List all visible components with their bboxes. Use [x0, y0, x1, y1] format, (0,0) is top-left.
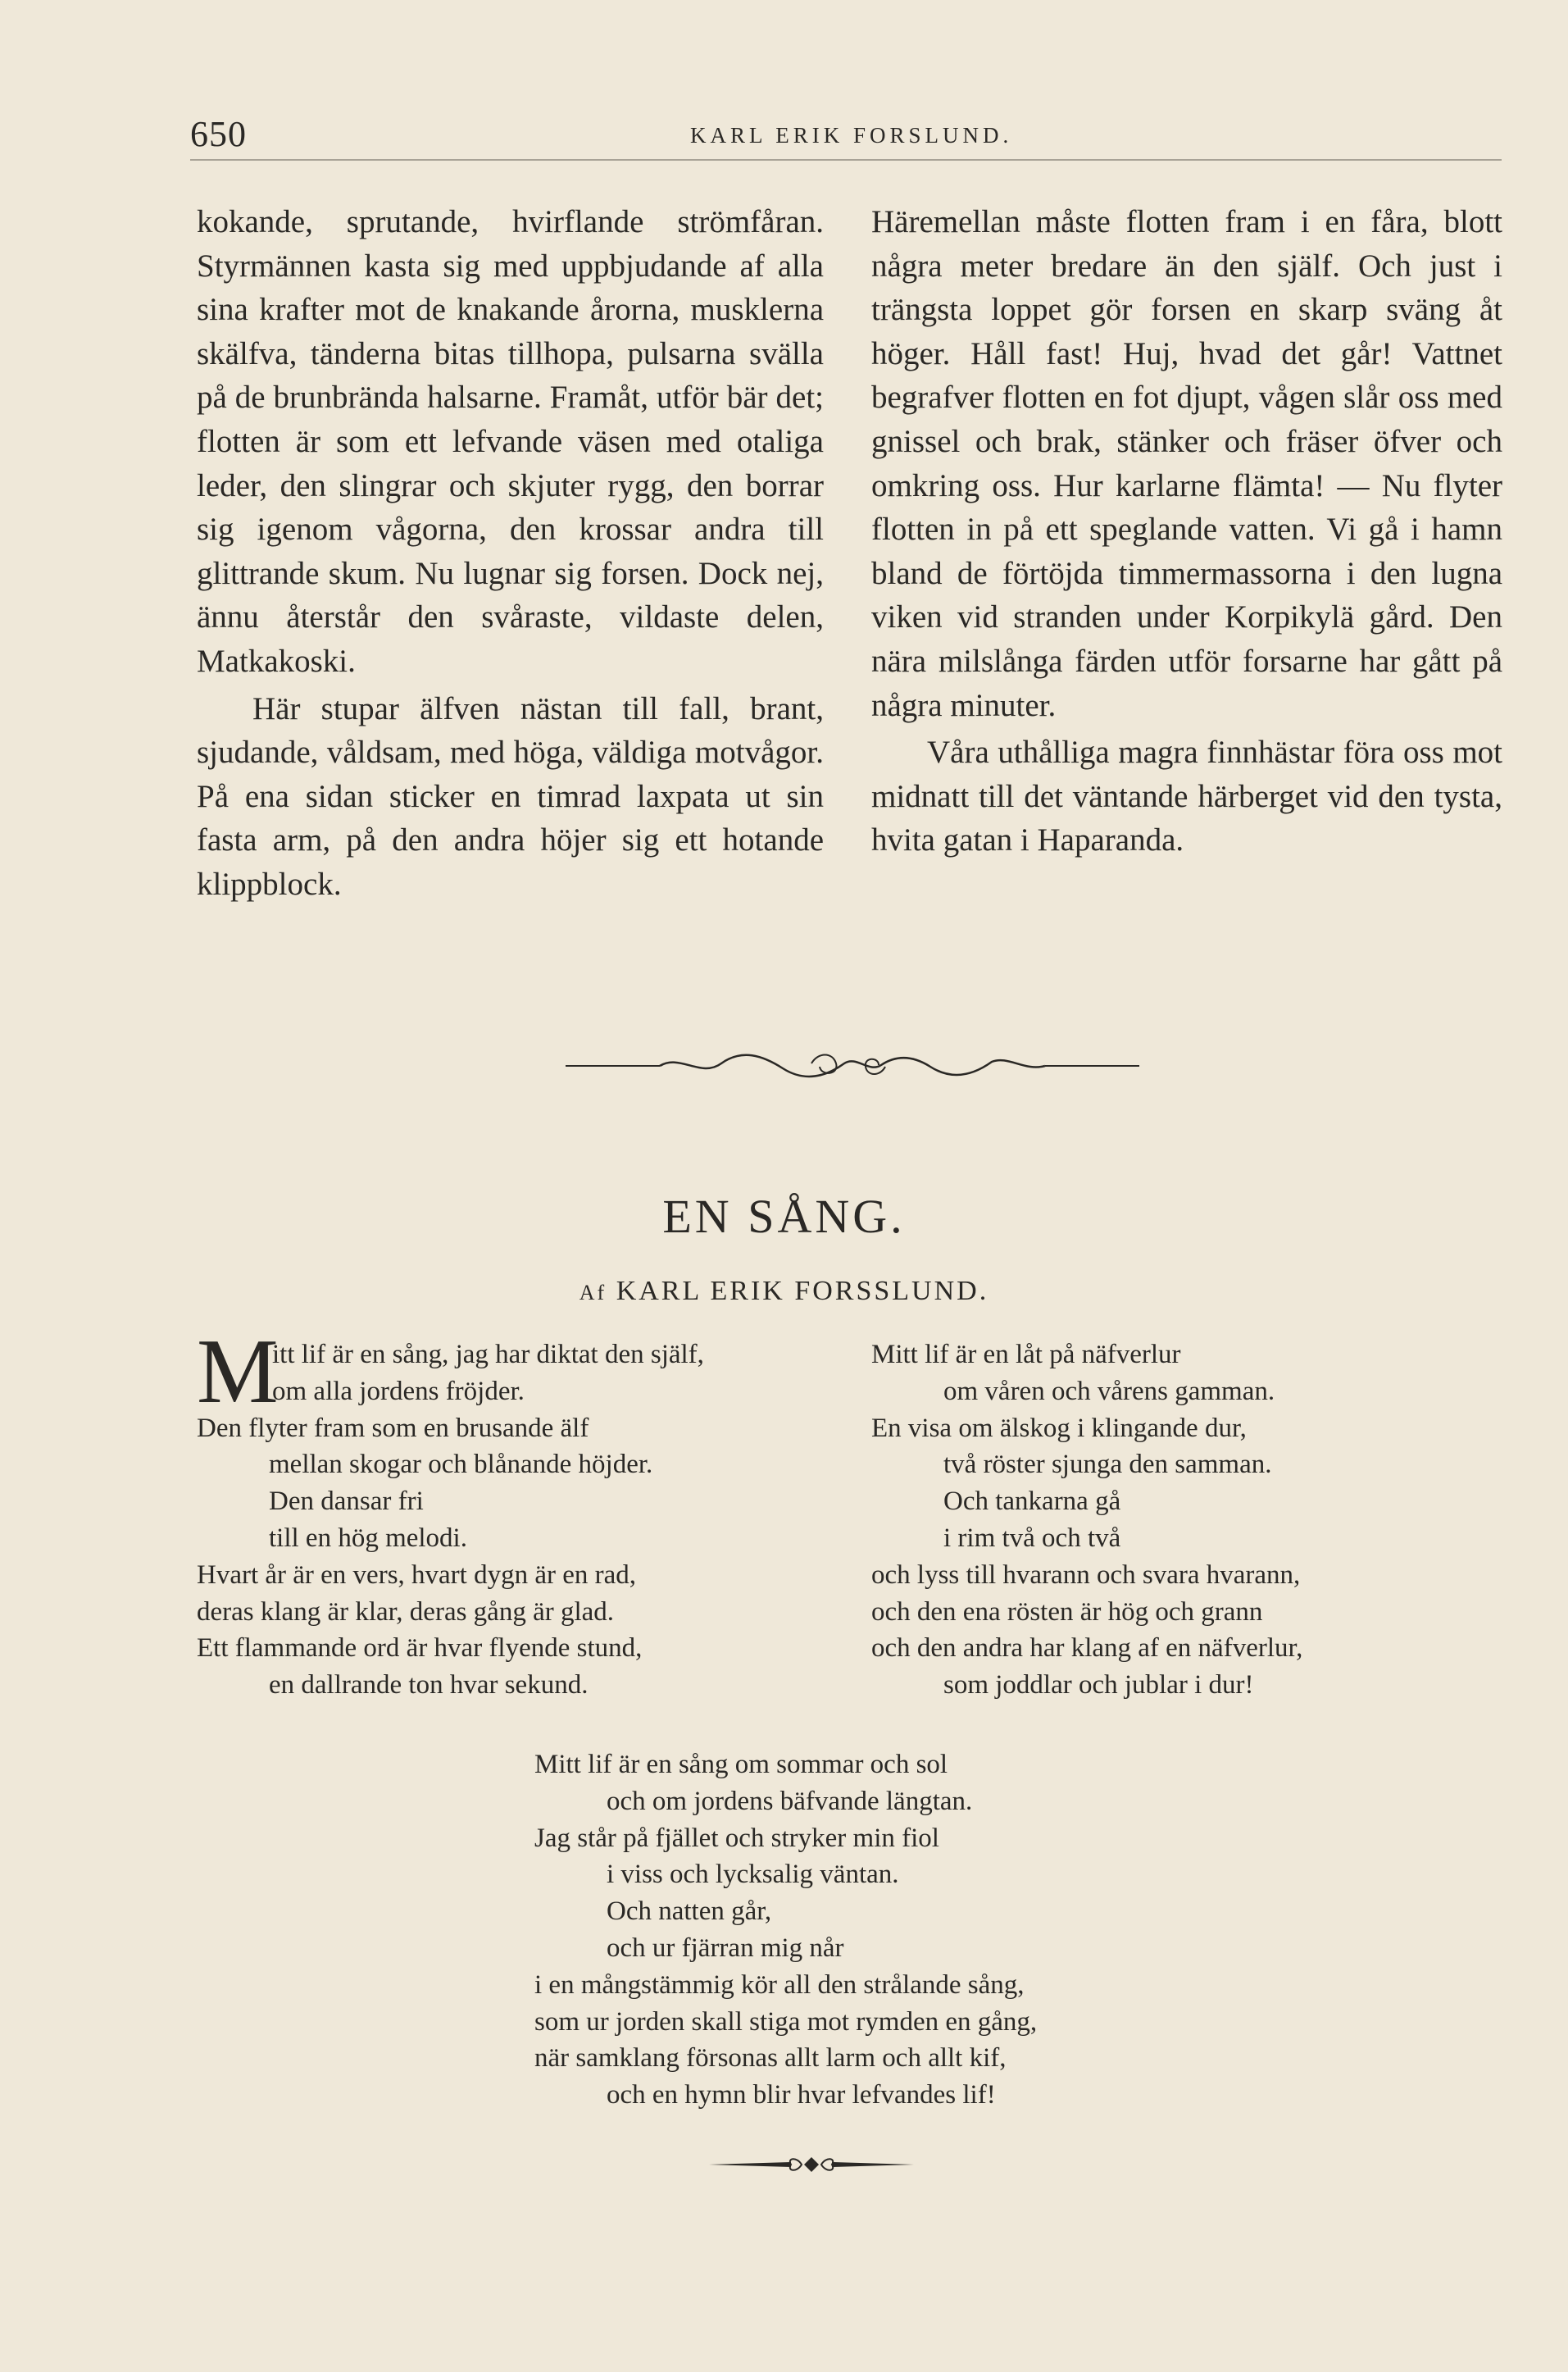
poem-line: Den flyter fram som en brusande älf: [197, 1413, 589, 1443]
drop-cap: M: [197, 1321, 279, 1423]
poem-line: Ett flammande ord är hvar flyende stund,: [197, 1633, 643, 1664]
poem-line: när samklang försonas allt larm och allt kif,: [534, 2043, 1007, 2074]
poem-line: två röster sjunga den samman.: [943, 1450, 1272, 1480]
prose-paragraph: Häremellan måste flotten fram i en fåra, blott några meter bredare än den själf. Och just i trängsta loppet gör forsen en skarp sväng åt höger. Håll fast! Huj, hvad det går! Vattnet begrafver flotten en fot djupt, vågen slår oss med gnissel och brak, stänker och fräser öfver och omkring oss. Hur karlarne flämta! — Nu flyter flotten in på ett speglande vatten. Vi gå i hamn bland de förtöjda timmermassorna i den lugna viken vid stranden under Korpikylä gård. Den nära milslånga färden utför forsarne har gått på några minuter.: [871, 204, 1502, 723]
page-number: 650: [190, 114, 247, 154]
poem-line: och den andra har klang af en näfverlur,: [871, 1633, 1303, 1664]
prose-paragraph: kokande, sprutande, hvirflande strömfåran. Styrmännen kasta sig med uppbjudande af alla sina krafter mot de knakande årorna, musklerna skälfva, tänderna bitas tillhopa, pulsarna svälla på de brunbrända halsarne. Framåt, utför bär det; flotten är som ett lefvande väsen med otaliga leder, den slingrar och skjuter rygg, den borrar sig igenom vågorna, den krossar andra till glittrande skum. Nu lugnar sig forsen. Dock nej, ännu återstår den svåraste, vildaste delen, Matkakoski.: [197, 204, 824, 679]
poem-line: till en hög melodi.: [269, 1523, 467, 1553]
poem-line: En visa om älskog i klingande dur,: [871, 1413, 1247, 1443]
poem-line: Hvart år är en vers, hvart dygn är en rad,: [197, 1559, 637, 1590]
poem-line: i viss och lycksalig väntan.: [607, 1860, 899, 1890]
poem-line: Och natten går,: [607, 1896, 772, 1927]
running-title: KARL ERIK FORSLUND.: [690, 123, 1013, 148]
poem-line: och lyss till hvarann och svara hvarann,: [871, 1559, 1301, 1590]
poem-line: en dallrande ton hvar sekund.: [269, 1670, 589, 1700]
poem-line: i en mångstämmig kör all den strålande sång,: [534, 1969, 1025, 2000]
poem-stanza-2: [871, 1336, 1511, 1704]
poem-line: itt lif är en sång, jag har diktat den själf,: [272, 1340, 704, 1369]
header-rule: [190, 159, 1502, 161]
poem-line: Och tankarna gå: [943, 1486, 1121, 1517]
poem-line: mellan skogar och blånande höjder.: [269, 1450, 653, 1480]
poem-line: och ur fjärran mig når: [607, 1933, 844, 1963]
poem-line: om våren och vårens gamman.: [943, 1376, 1275, 1406]
prose-column-left: [197, 200, 824, 907]
poem-line: om alla jordens fröjder.: [272, 1376, 525, 1406]
poem-line: och en hymn blir hvar lefvandes lif!: [607, 2080, 996, 2110]
diamond-ornament-divider: [705, 2148, 918, 2181]
poem-line: som ur jorden skall stiga mot rymden en gång,: [534, 2006, 1038, 2037]
byline-author: KARL ERIK FORSSLUND.: [616, 1276, 989, 1306]
prose-paragraph: Våra uthålliga magra finnhästar föra oss mot midnatt till det väntande härberget vid den tysta, hvita gatan i Haparanda.: [871, 735, 1502, 858]
poem-title: EN SÅNG.: [662, 1190, 906, 1243]
poem-byline: [0, 1276, 1568, 1307]
scroll-ornament-divider: [566, 1045, 1139, 1086]
poem-stanza-3: [534, 1746, 1190, 2114]
poem-line: Mitt lif är en låt på näfverlur: [871, 1340, 1181, 1369]
poem-line: i rim två och två: [943, 1523, 1121, 1553]
page-header: [190, 113, 1502, 162]
poem-line: som joddlar och jublar i dur!: [943, 1670, 1254, 1700]
prose-column-right: [871, 200, 1502, 863]
poem-line: deras klang är klar, deras gång är glad.: [197, 1596, 615, 1627]
poem-stanza-1: [197, 1336, 836, 1704]
poem-line: och om jordens bäfvande längtan.: [607, 1786, 973, 1816]
prose-paragraph: Här stupar älfven nästan till fall, brant, sjudande, våldsam, med höga, väldiga motvågor. På ena sidan sticker en timrad laxpata ut sin fasta arm, på den andra höjer sig ett hotande klippblock.: [197, 690, 824, 902]
byline-prefix: Af: [579, 1281, 607, 1304]
poem-line: och den ena rösten är hög och grann: [871, 1596, 1263, 1627]
poem-line: Den dansar fri: [269, 1486, 424, 1517]
poem-line: Jag står på fjället och stryker min fiol: [534, 1823, 939, 1853]
poem-line: Mitt lif är en sång om sommar och sol: [534, 1750, 948, 1779]
